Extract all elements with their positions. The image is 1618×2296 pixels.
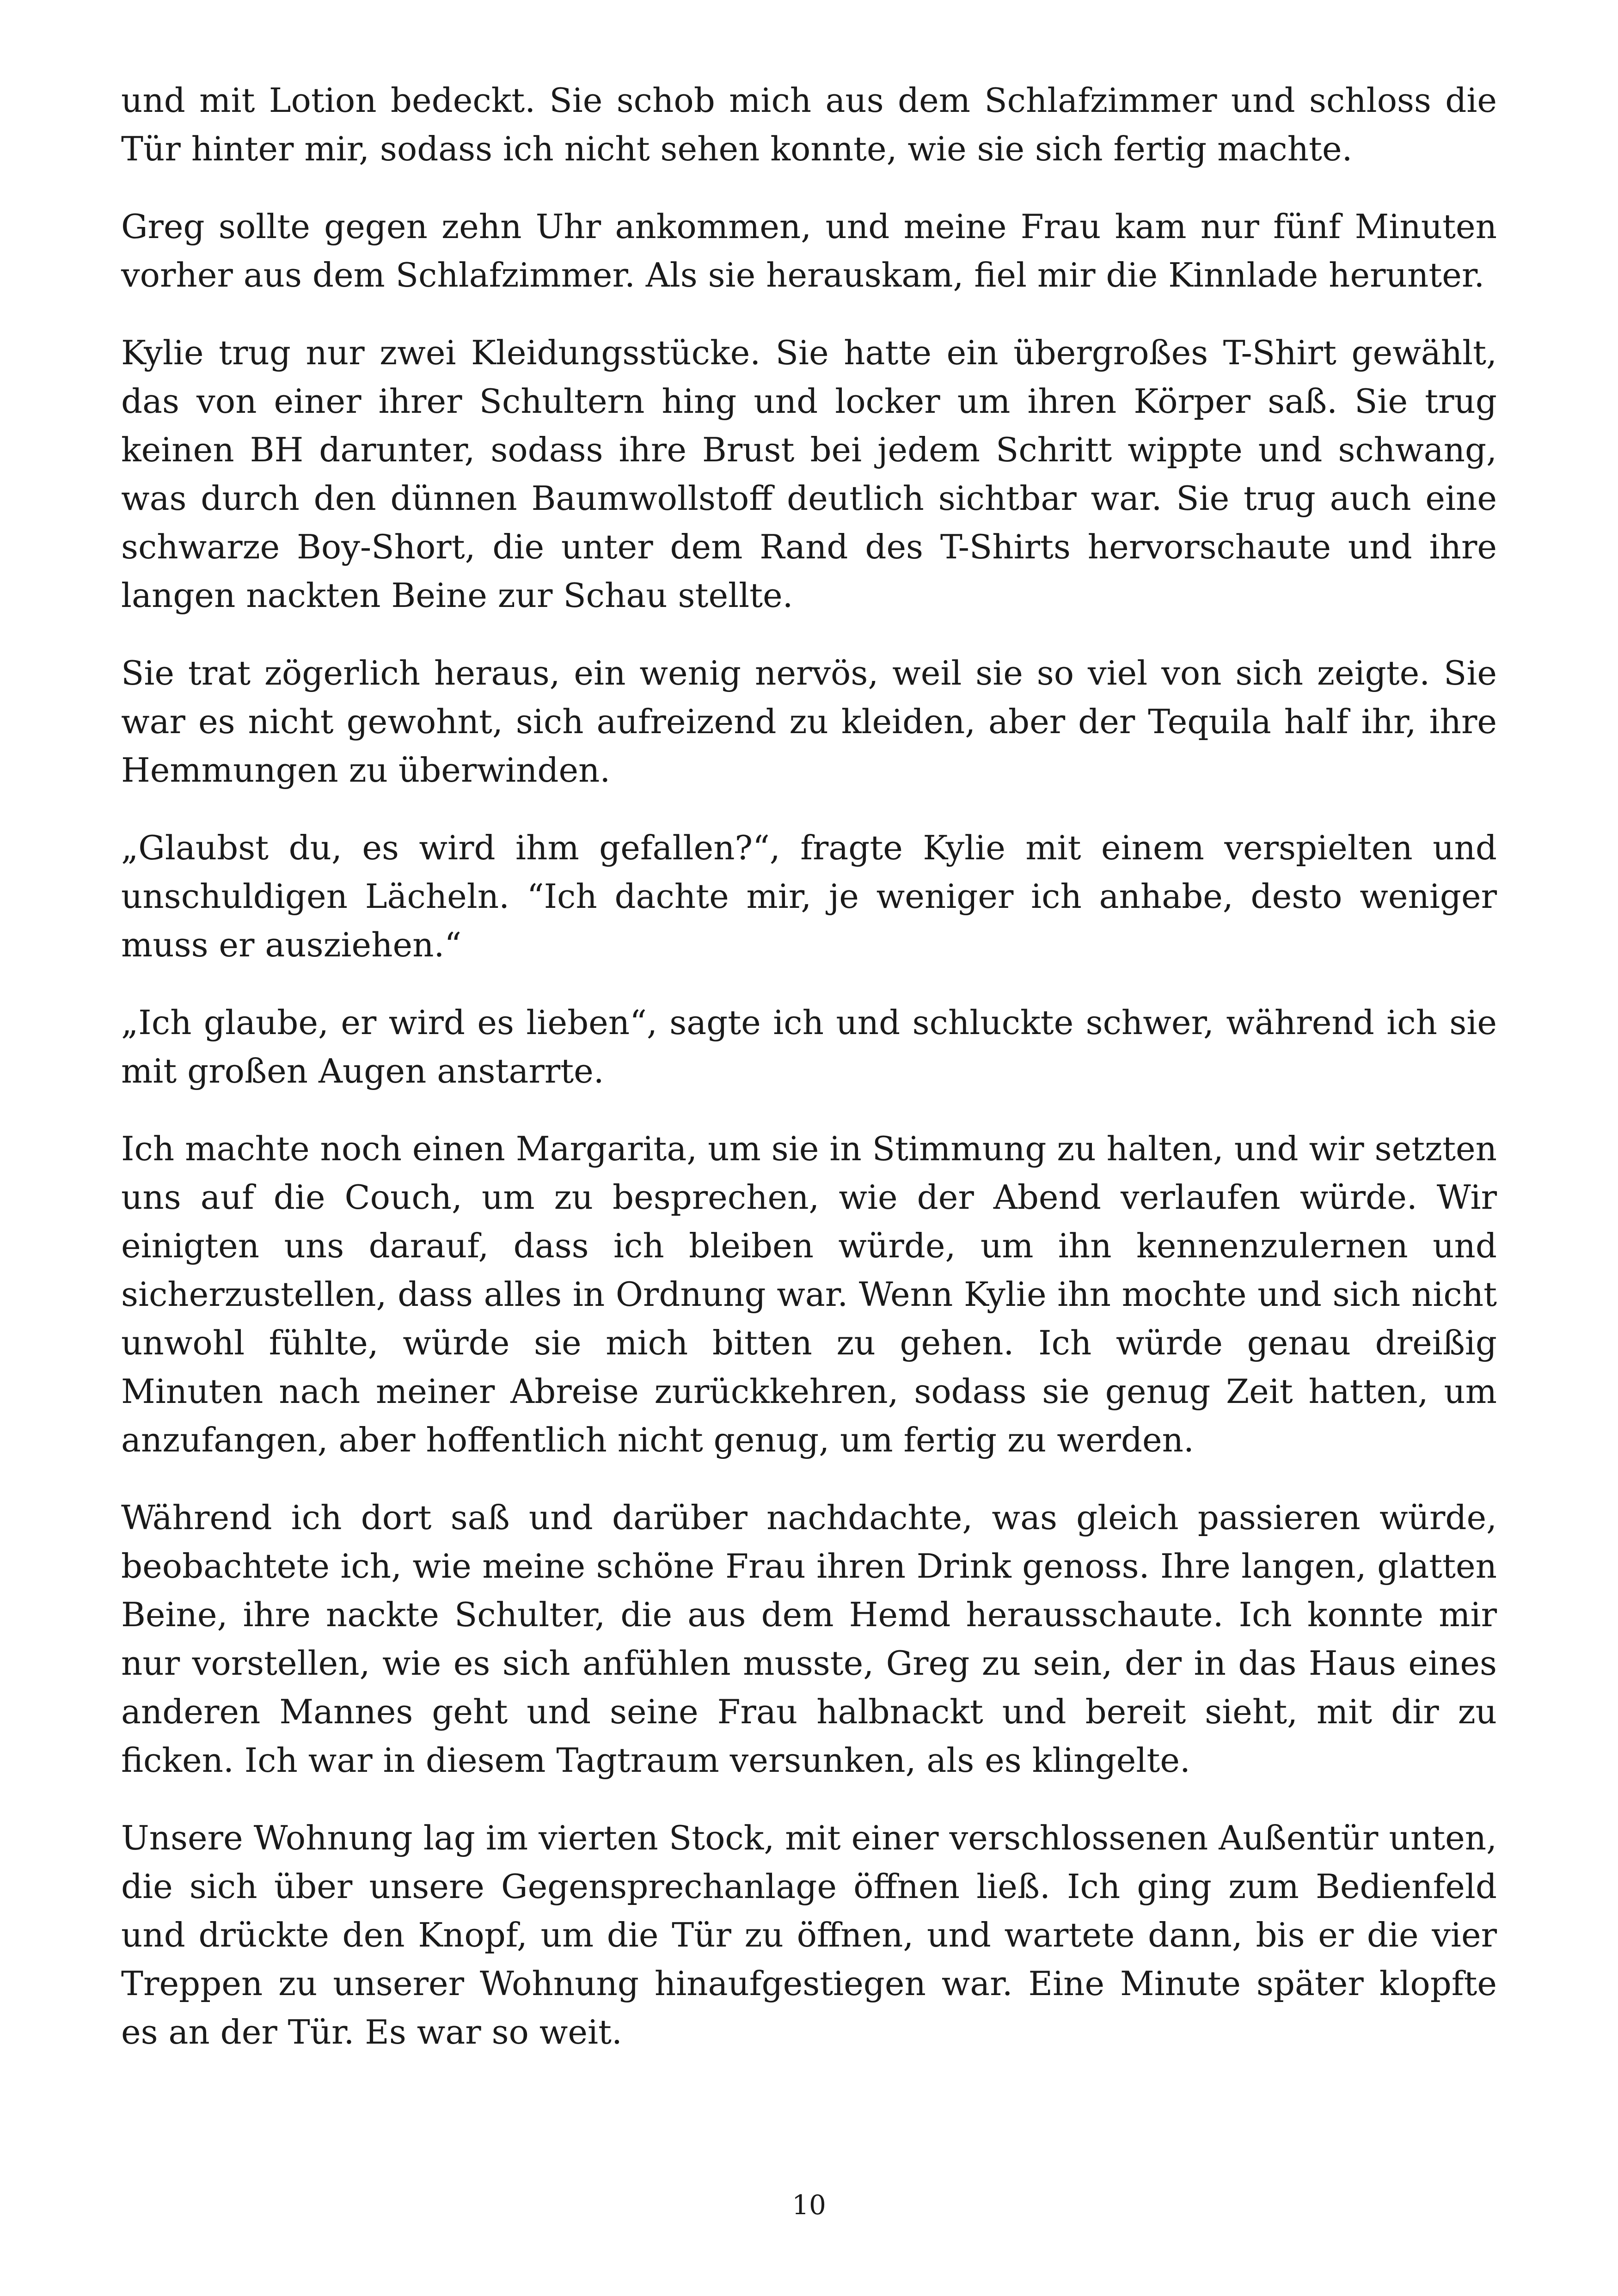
paragraph-8: Während ich dort saß und darüber nachdachte, was gleich passieren würde, beobachtete ich, wie meine schöne Frau ihren Drink genoss. Ihre langen, glatten Beine, ihre nackte Schulter, die aus dem Hemd herausschaute. Ich konnte mir nur vorstellen, wie es sich anfühlen musste, Greg zu sein, der in das Haus eines anderen Mannes geht und seine Frau halbnackt und bereit sieht, mit dir zu ficken. Ich war in diesem Tagtraum versunken, als es klingelte. — [121, 1498, 1497, 1780]
paragraph-3: Kylie trug nur zwei Kleidungsstücke. Sie hatte ein übergroßes T-Shirt gewählt, das von einer ihrer Schultern hing und locker um ihren Körper saß. Sie trug keinen BH darunter, sodass ihre Brust bei jedem Schritt wippte und schwang, was durch den dünnen Baumwollstoff deutlich sichtbar war. Sie trug auch eine schwarze Boy-Short, die unter dem Rand des T-Shirts hervorschaute und ihre langen nackten Beine zur Schau stellte. — [121, 333, 1497, 615]
paragraph-6: „Ich glaube, er wird es lieben“, sagte ich und schluckte schwer, während ich sie mit großen Augen anstarrte. — [121, 1003, 1497, 1090]
page-body — [121, 76, 1497, 2086]
paragraph-5: „Glaubst du, es wird ihm gefallen?“, fragte Kylie mit einem verspielten und unschuldigen Lächeln. “Ich dachte mir, je weniger ich anhabe, desto weniger muss er ausziehen.“ — [121, 828, 1497, 964]
page-number: 10 — [792, 2189, 826, 2221]
paragraph-4: Sie trat zögerlich heraus, ein wenig nervös, weil sie so viel von sich zeigte. Sie war es nicht gewohnt, sich aufreizend zu kleiden, aber der Tequila half ihr, ihre Hemmungen zu überwinden. — [121, 654, 1497, 790]
paragraph-2: Greg sollte gegen zehn Uhr ankommen, und meine Frau kam nur fünf Minuten vorher aus dem Schlafzimmer. Als sie herauskam, fiel mir die Kinnlade herunter. — [121, 207, 1497, 294]
paragraph-1: und mit Lotion bedeckt. Sie schob mich aus dem Schlafzimmer und schloss die Tür hinter mir, sodass ich nicht sehen konnte, wie sie sich fertig machte. — [121, 81, 1497, 168]
paragraph-7: Ich machte noch einen Margarita, um sie in Stimmung zu halten, und wir setzten uns auf die Couch, um zu besprechen, wie der Abend verlaufen würde. Wir einigten uns darauf, dass ich bleiben würde, um ihn kennenzulernen und sicherzustellen, dass alles in Ordnung war. Wenn Kylie ihn mochte und sich nicht unwohl fühlte, würde sie mich bitten zu gehen. Ich würde genau dreißig Minuten nach meiner Abreise zurückkehren, sodass sie genug Zeit hatten, um anzufangen, aber hoffentlich nicht genug, um fertig zu werden. — [121, 1129, 1497, 1459]
paragraph-9: Unsere Wohnung lag im vierten Stock, mit einer verschlossenen Außentür unten, die sich über unsere Gegensprechanlage öffnen ließ. Ich ging zum Bedienfeld und drückte den Knopf, um die Tür zu öffnen, und wartete dann, bis er die vier Treppen zu unserer Wohnung hinaufgestiegen war. Eine Minute später klopfte es an der Tür. Es war so weit. — [121, 1818, 1497, 2051]
